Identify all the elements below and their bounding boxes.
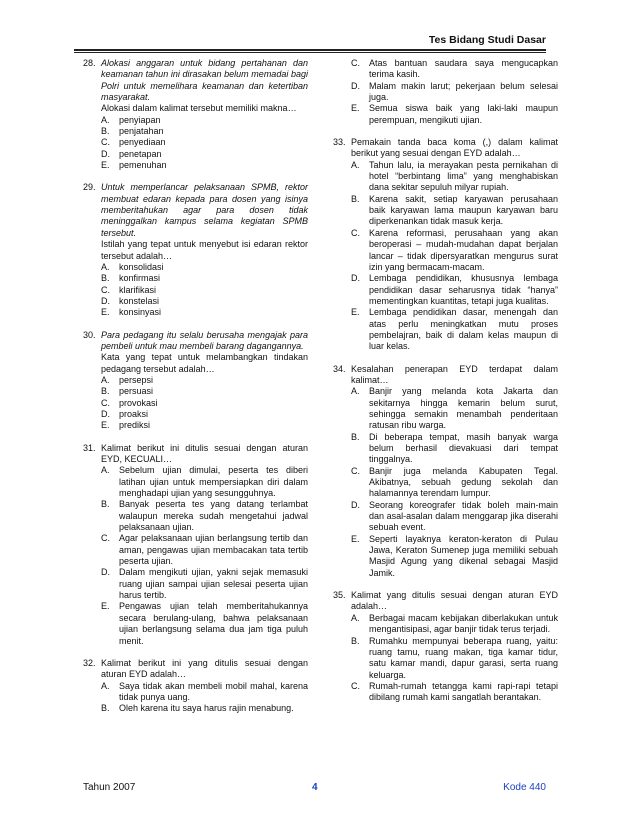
option <box>101 115 308 126</box>
option-letter: C. <box>351 58 360 68</box>
option <box>351 466 558 500</box>
option-letter: C. <box>101 137 110 148</box>
question-35 <box>333 590 558 703</box>
option <box>101 137 308 148</box>
question-stem: Kata yang tepat untuk melambangkan tindakan pedagang tersebut adalah… <box>101 352 308 374</box>
option <box>351 273 558 307</box>
option <box>351 103 558 126</box>
option-text: Agar pelaksanaan ujian berlangsung tertib dan aman, pengawas ujian membacakan tata tertib peserta ujian. <box>119 533 308 567</box>
option-text: konsolidasi <box>119 261 164 272</box>
right-column <box>333 58 558 715</box>
option-letter: D. <box>101 408 110 419</box>
option-letter: A. <box>101 261 110 272</box>
option-text: Saya tidak akan membeli mobil mahal, karena tidak punya uang. <box>119 680 308 702</box>
question-28 <box>83 58 308 171</box>
question-stem-italic: Alokasi anggaran untuk bidang pertahanan dan keamanan tahun ini dirasakan belum memadai bagi Polri untuk memelihara keamanan dan ketertiban masyarakat. <box>101 58 308 103</box>
option <box>101 296 308 307</box>
option-text: Sebelum ujian dimulai, peserta tes diberi latihan ujian untuk mempersiapkan diri dalam menghadapi ujian yang sesungguhnya. <box>119 465 308 499</box>
option <box>101 307 308 318</box>
option-letter: D. <box>351 80 360 91</box>
option <box>101 160 308 171</box>
option-text: Lembaga pendidikan, khususnya lembaga pendidikan dasar seharusnya tidak “hanya” mementingkan kuantitas, tetapi juga kualitas. <box>369 273 558 306</box>
option <box>101 262 308 273</box>
option <box>101 465 308 499</box>
option <box>351 160 558 194</box>
option <box>101 499 308 533</box>
option-text: Oleh karena itu saya harus rajin menabung. <box>119 703 294 714</box>
option-text: Rumah-rumah tetangga kami rapi-rapi tetapi dibilang rumah kami sangatlah berantakan. <box>369 680 558 703</box>
question-32-continued <box>333 58 558 126</box>
option-text: konstelasi <box>119 295 160 306</box>
option <box>101 567 308 601</box>
option <box>101 398 308 409</box>
question-stem: Pemakain tanda baca koma (,) dalam kalimat berikut yang sesuai dengan EYD adalah… <box>351 137 558 159</box>
option-letter: C. <box>101 533 110 544</box>
option-letter: B. <box>351 431 360 442</box>
option-letter: A. <box>351 159 360 170</box>
option <box>351 81 558 104</box>
question-stem: Kalimat yang ditulis sesuai dengan aturan EYD adalah… <box>351 590 558 612</box>
option-text: klarifikasi <box>119 284 157 295</box>
question-stem: Kalimat berikut ini ditulis sesuai dengan aturan EYD, KECUALI… <box>101 442 308 464</box>
option-text: penjatahan <box>119 126 164 137</box>
option-letter: C. <box>101 397 110 408</box>
option-text: Pengawas ujian telah memberitahukannya secara berulang-ulang, bahwa pelaksanaan ujian berlangsung selama dua jam tiga puluh menit. <box>119 601 308 646</box>
option-letter: B. <box>101 273 110 284</box>
option-letter: A. <box>101 680 110 691</box>
option <box>351 228 558 273</box>
question-number: 34. <box>333 363 346 374</box>
option-text: Lembaga pendidikan dasar, menengah dan atas perlu meningkatkan mutu proses pembelajran, baik di dalam kelas maupun di luar kelas. <box>369 307 558 352</box>
option-text: penetapan <box>119 148 162 159</box>
option-letter: E. <box>101 601 110 612</box>
option-letter: C. <box>351 465 360 476</box>
option-text: Berbagai macam kebijakan diberlakukan untuk mengantisipasi, agar banjir tidak terus terjadi. <box>369 612 558 635</box>
option <box>101 375 308 386</box>
option-letter: B. <box>101 499 110 510</box>
option-text: Karena reformasi, perusahaan yang akan beroperasi – mudah-mudahan dapat berjalan lancar – tidak dipersyaratkan mengurus surat izin yang bermacam-macam. <box>369 227 558 272</box>
option <box>351 613 558 636</box>
option-letter: D. <box>101 295 110 306</box>
question-number: 28. <box>83 58 96 68</box>
question-number: 33. <box>333 137 346 148</box>
option <box>101 533 308 567</box>
question-stem: Kesalahan penerapan EYD terdapat dalam kalimat… <box>351 363 558 385</box>
option-text: persuasi <box>119 386 154 397</box>
question-31 <box>83 443 308 647</box>
option-text: Rumahku mempunyai beberapa ruang, yaitu: ruang tamu, ruang makan, tiga kamar tidur, satu kamar mandi, dapur garasi, serta ruang keluarga. <box>369 635 558 680</box>
left-column <box>83 58 308 726</box>
option-letter: A. <box>101 374 110 385</box>
option <box>351 58 558 81</box>
option-letter: A. <box>101 114 110 125</box>
option-text: Atas bantuan saudara saya mengucapkan terima kasih. <box>369 58 558 80</box>
option-text: Dalam mengikuti ujian, yakni sejak memasuki ruang ujian sampai ujian selesai peserta ujian harus tertib. <box>119 567 308 601</box>
question-number-spacer <box>333 58 351 126</box>
option <box>351 636 558 681</box>
option <box>101 409 308 420</box>
option-text: penyiapan <box>119 114 161 125</box>
option-letter: B. <box>351 193 360 204</box>
question-number: 31. <box>83 442 96 453</box>
question-number: 30. <box>83 329 96 340</box>
option <box>101 703 308 714</box>
option-text: penyediaan <box>119 137 166 148</box>
option-letter: B. <box>101 126 110 137</box>
option-text: konsinyasi <box>119 307 162 318</box>
option-letter: A. <box>351 386 360 397</box>
option-text: Malam makin larut; pekerjaan belum selesai juga. <box>369 80 558 103</box>
option-letter: C. <box>101 284 110 295</box>
option-text: Tahun lalu, ia merayakan pesta pernikahan di hotel “berbintang lima” yang menghabiskan dana sekitar sepuluh milyar rupiah. <box>369 159 558 193</box>
option-letter: E. <box>101 420 110 431</box>
question-33 <box>333 137 558 353</box>
page-number: 4 <box>312 782 318 793</box>
option-text: Banjir juga melanda Kabupaten Tegal. Akibatnya, sebuah gedung sekolah dan halamannya terendam lumpur. <box>369 465 558 499</box>
question-stem-italic: Untuk memperlancar pelaksanaan SPMB, rektor membuat edaran kepada para dosen yang isinya memberitahukan agar para dosen tidak meninggalkan kampus selama kegiatan SPMB tersebut. <box>101 182 308 238</box>
header-rule <box>74 49 546 51</box>
option <box>351 534 558 579</box>
option <box>101 285 308 296</box>
question-number: 32. <box>83 657 96 668</box>
option <box>351 307 558 352</box>
option <box>351 500 558 534</box>
option-letter: E. <box>351 533 360 544</box>
option-text: Seperti layaknya keraton-keraton di Pulau Jawa, Keraton Sumenep juga memiliki sebuah Masjid Agung yang dikenal sebagai Masjid Jamik. <box>369 533 558 578</box>
option-letter: E. <box>101 307 110 318</box>
question-stem-italic: Para pedagang itu selalu berusaha mengajak para pembeli untuk mau membeli barang dagangannya. <box>101 329 308 351</box>
option-text: Semua siswa baik yang laki-laki maupun perempuan, mengikuti ujian. <box>369 103 558 125</box>
footer-code: Kode 440 <box>503 782 546 793</box>
option-text: Banyak peserta tes yang datang terlambat walaupun mereka sudah mengetahui jadwal pelaksanaan ujian. <box>119 499 308 533</box>
question-number: 29. <box>83 182 96 193</box>
option <box>101 126 308 137</box>
question-number: 35. <box>333 590 346 601</box>
question-stem: Kalimat berikut ini yang ditulis sesuai dengan aturan EYD adalah… <box>101 657 308 680</box>
option-letter: B. <box>101 703 110 714</box>
option-letter: C. <box>351 227 360 238</box>
option <box>101 149 308 160</box>
footer-year: Tahun 2007 <box>83 782 136 793</box>
option <box>101 386 308 397</box>
question-32 <box>83 658 308 715</box>
question-stem: Alokasi dalam kalimat tersebut memiliki makna… <box>101 103 297 114</box>
question-34 <box>333 364 558 580</box>
option-text: provokasi <box>119 397 158 408</box>
option <box>351 386 558 431</box>
option-letter: D. <box>351 499 360 510</box>
option-letter: C. <box>351 680 360 691</box>
option-text: Di beberapa tempat, masih banyak warga belum berhasil dievakuasi dari tempat tinggalnya. <box>369 431 558 465</box>
option <box>101 681 308 704</box>
option <box>101 273 308 284</box>
option-letter: E. <box>351 103 360 114</box>
option-letter: B. <box>351 635 360 646</box>
option <box>351 432 558 466</box>
option-letter: E. <box>101 160 110 171</box>
option-text: proaksi <box>119 408 149 419</box>
option-letter: E. <box>351 307 360 318</box>
option-text: Banjir yang melanda kota Jakarta dan sekitarnya hingga kemarin belum surut, sehingga semakin menambah penderitaan ratusan ribu warga. <box>369 386 558 431</box>
option-text: Karena sakit, setiap karyawan perusahaan baik karyawan lama maupun karyawan baru diperkenankan tidak masuk kerja. <box>369 193 558 227</box>
option <box>101 601 308 646</box>
option-text: prediksi <box>119 420 151 431</box>
option-letter: D. <box>351 273 360 284</box>
option <box>351 681 558 704</box>
option-text: persepsi <box>119 374 154 385</box>
question-30 <box>83 330 308 432</box>
option-letter: D. <box>101 567 110 578</box>
option <box>101 420 308 431</box>
option-text: konfirmasi <box>119 273 161 284</box>
option-letter: B. <box>101 386 110 397</box>
option <box>351 194 558 228</box>
question-29 <box>83 182 308 318</box>
question-stem: Istilah yang tepat untuk menyebut isi edaran rektor tersebut adalah… <box>101 239 308 261</box>
option-letter: D. <box>101 148 110 159</box>
option-letter: A. <box>101 465 110 476</box>
option-letter: A. <box>351 612 360 623</box>
header-title: Tes Bidang Studi Dasar <box>428 34 546 46</box>
option-text: pemenuhan <box>119 160 167 171</box>
option-text: Seorang koreografer tidak boleh main-main dan asal-asalan dalam menggarap jika diserahi sebuah event. <box>369 499 558 533</box>
header-rule-thin <box>74 52 546 53</box>
